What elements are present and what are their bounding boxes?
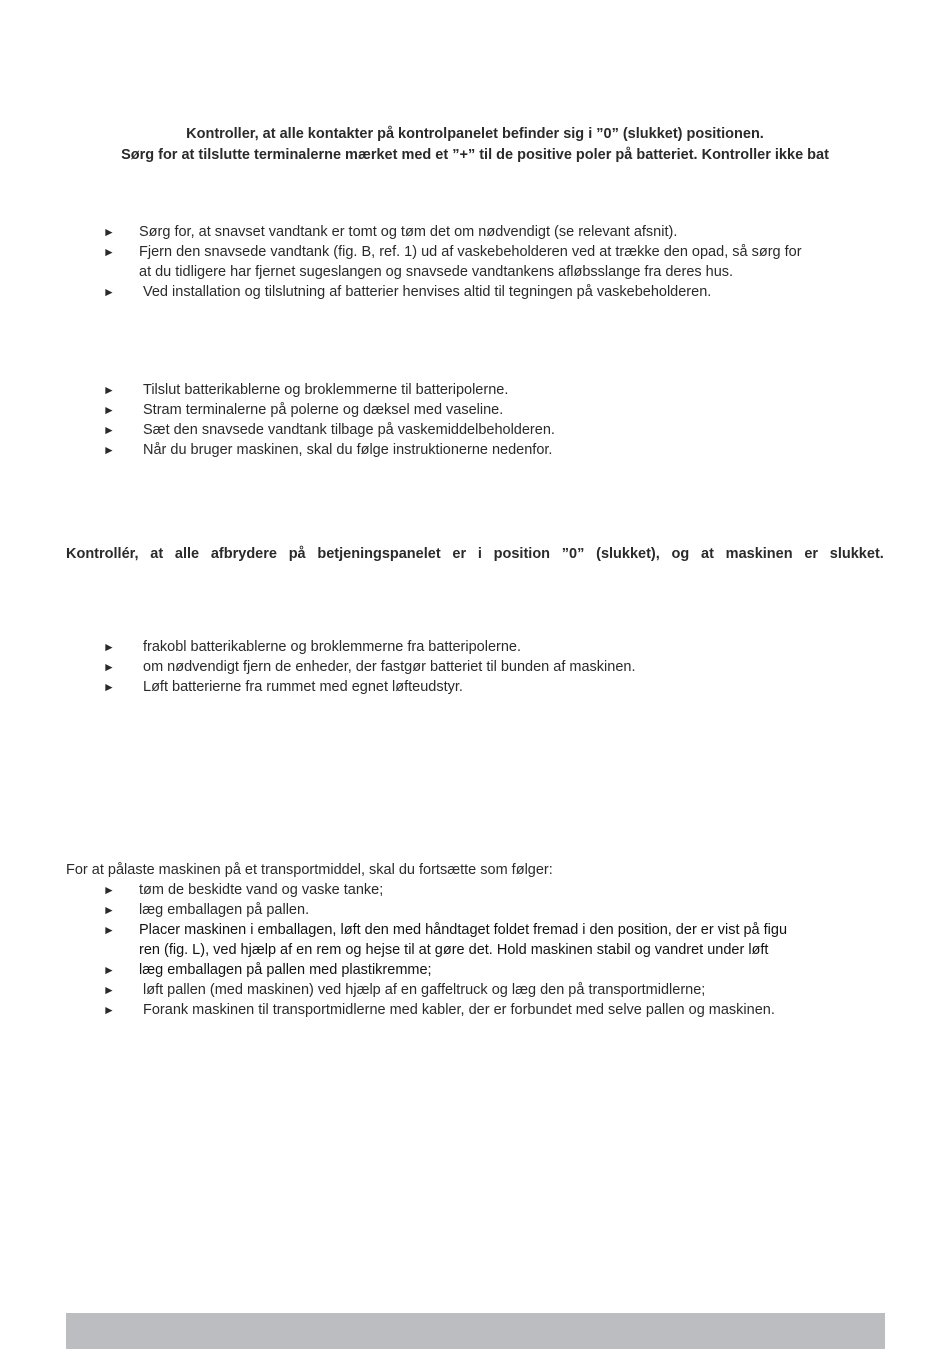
notice-word: i: [477, 546, 482, 562]
list-item: [0, 242, 950, 282]
bullet-arrow-icon: ►: [103, 923, 115, 937]
bullet-arrow-icon: ►: [103, 403, 115, 417]
notice-word: Kontrollér,: [66, 546, 139, 562]
list-item: [0, 637, 950, 657]
list-item: [0, 677, 950, 697]
list-item: [0, 920, 950, 960]
list-item: [0, 282, 950, 302]
list-item-text: Stram terminalerne på polerne og dæksel med vaseline.: [143, 402, 504, 418]
list-item-text: Forank maskinen til transportmidlerne med kabler, der er forbundet med selve pallen og maskinen.: [143, 1002, 775, 1018]
notice-word: slukket.: [829, 546, 884, 562]
list-item-text: Ved installation og tilslutning af batterier henvises altid til tegningen på vaskebeholderen.: [143, 284, 712, 300]
bullet-arrow-icon: ►: [103, 245, 115, 259]
notice-line-1: Kontroller, at alle kontakter på kontrolpanelet befinder sig i ”0” (slukket) positionen.: [186, 126, 764, 142]
bullet-arrow-icon: ►: [103, 423, 115, 437]
bullet-arrow-icon: ►: [103, 1003, 115, 1017]
notice-word: (slukket),: [596, 546, 660, 562]
notice-word: og: [671, 546, 690, 562]
notice-word: ”0”: [561, 546, 585, 562]
list-item-text: Løft batterierne fra rummet med egnet løfteudstyr.: [143, 679, 463, 695]
bullet-arrow-icon: ►: [103, 903, 115, 917]
bullet-arrow-icon: ►: [103, 640, 115, 654]
list-item: [0, 420, 950, 440]
list-item-text: Sæt den snavsede vandtank tilbage på vaskemiddelbeholderen.: [143, 422, 555, 438]
notice-line-2: Sørg for at tilslutte terminalerne mærket med et ”+” til de positive poler på batteriet. Kontroller ikke bat: [121, 147, 829, 163]
list-item-text: læg emballagen på pallen med plastikremme;: [139, 962, 432, 978]
list-item: [0, 980, 950, 1000]
bullet-arrow-icon: ►: [103, 443, 115, 457]
notice-word: position: [493, 546, 551, 562]
bullet-arrow-icon: ►: [103, 680, 115, 694]
list-item-text: Når du bruger maskinen, skal du følge instruktionerne nedenfor.: [143, 442, 553, 458]
list-item-text-continued: ren (fig. L), ved hjælp af en rem og hejse til at gøre det. Hold maskinen stabil og vandret under løft: [139, 942, 769, 958]
bullet-arrow-icon: ►: [103, 225, 115, 239]
list-item-text: Fjern den snavsede vandtank (fig. B, ref. 1) ud af vaskebeholderen ved at trække den opad, så sørg for: [139, 244, 802, 260]
notice-word: på: [288, 546, 306, 562]
list-item: [0, 880, 950, 900]
bullet-arrow-icon: ►: [103, 285, 115, 299]
list-item-text-continued: at du tidligere har fjernet sugeslangen og snavsede vandtankens afløbsslange fra deres hus.: [139, 264, 734, 280]
list-item: [0, 1000, 950, 1020]
notice-word: maskinen: [725, 546, 793, 562]
list-item: [0, 900, 950, 920]
preparation-list: [0, 222, 950, 302]
notice-word: alle: [174, 546, 200, 562]
list-item-text: Placer maskinen i emballagen, løft den med håndtaget foldet fremad i den position, der er vist på figu: [139, 922, 788, 938]
notice-word: at: [150, 546, 164, 562]
list-item: [0, 440, 950, 460]
removal-list: [0, 637, 950, 697]
transport-intro: For at pålaste maskinen på et transportmiddel, skal du fortsætte som følger:: [66, 862, 553, 878]
list-item: [0, 380, 950, 400]
bullet-arrow-icon: ►: [103, 983, 115, 997]
list-item-text: Tilslut batterikablerne og broklemmerne til batteripolerne.: [143, 382, 509, 398]
list-item-text: om nødvendigt fjern de enheder, der fastgør batteriet til bunden af maskinen.: [143, 659, 636, 675]
list-item: [0, 960, 950, 980]
bullet-arrow-icon: ►: [103, 883, 115, 897]
list-item-text: Sørg for, at snavset vandtank er tomt og tøm det om nødvendigt (se relevant afsnit).: [139, 224, 678, 240]
list-item: [0, 657, 950, 677]
notice-word: at: [701, 546, 714, 562]
connection-list: [0, 380, 950, 460]
notice-word: betjeningspanelet: [317, 546, 441, 562]
footer-bar: [66, 1313, 885, 1349]
transport-list: [0, 880, 950, 1020]
list-item: [0, 400, 950, 420]
notice-word: afbrydere: [210, 546, 277, 562]
bullet-arrow-icon: ►: [103, 660, 115, 674]
list-item-text: frakobl batterikablerne og broklemmerne fra batteripolerne.: [143, 639, 522, 655]
notice-line-3: [66, 544, 884, 564]
bullet-arrow-icon: ►: [103, 963, 115, 977]
bullet-arrow-icon: ►: [103, 383, 115, 397]
list-item-text: tøm de beskidte vand og vaske tanke;: [139, 882, 384, 898]
list-item: [0, 222, 950, 242]
notice-word: er: [804, 546, 819, 562]
list-item-text: læg emballagen på pallen.: [139, 902, 310, 918]
list-item-text: løft pallen (med maskinen) ved hjælp af en gaffeltruck og læg den på transportmidlerne;: [143, 982, 706, 998]
notice-word: er: [452, 546, 467, 562]
